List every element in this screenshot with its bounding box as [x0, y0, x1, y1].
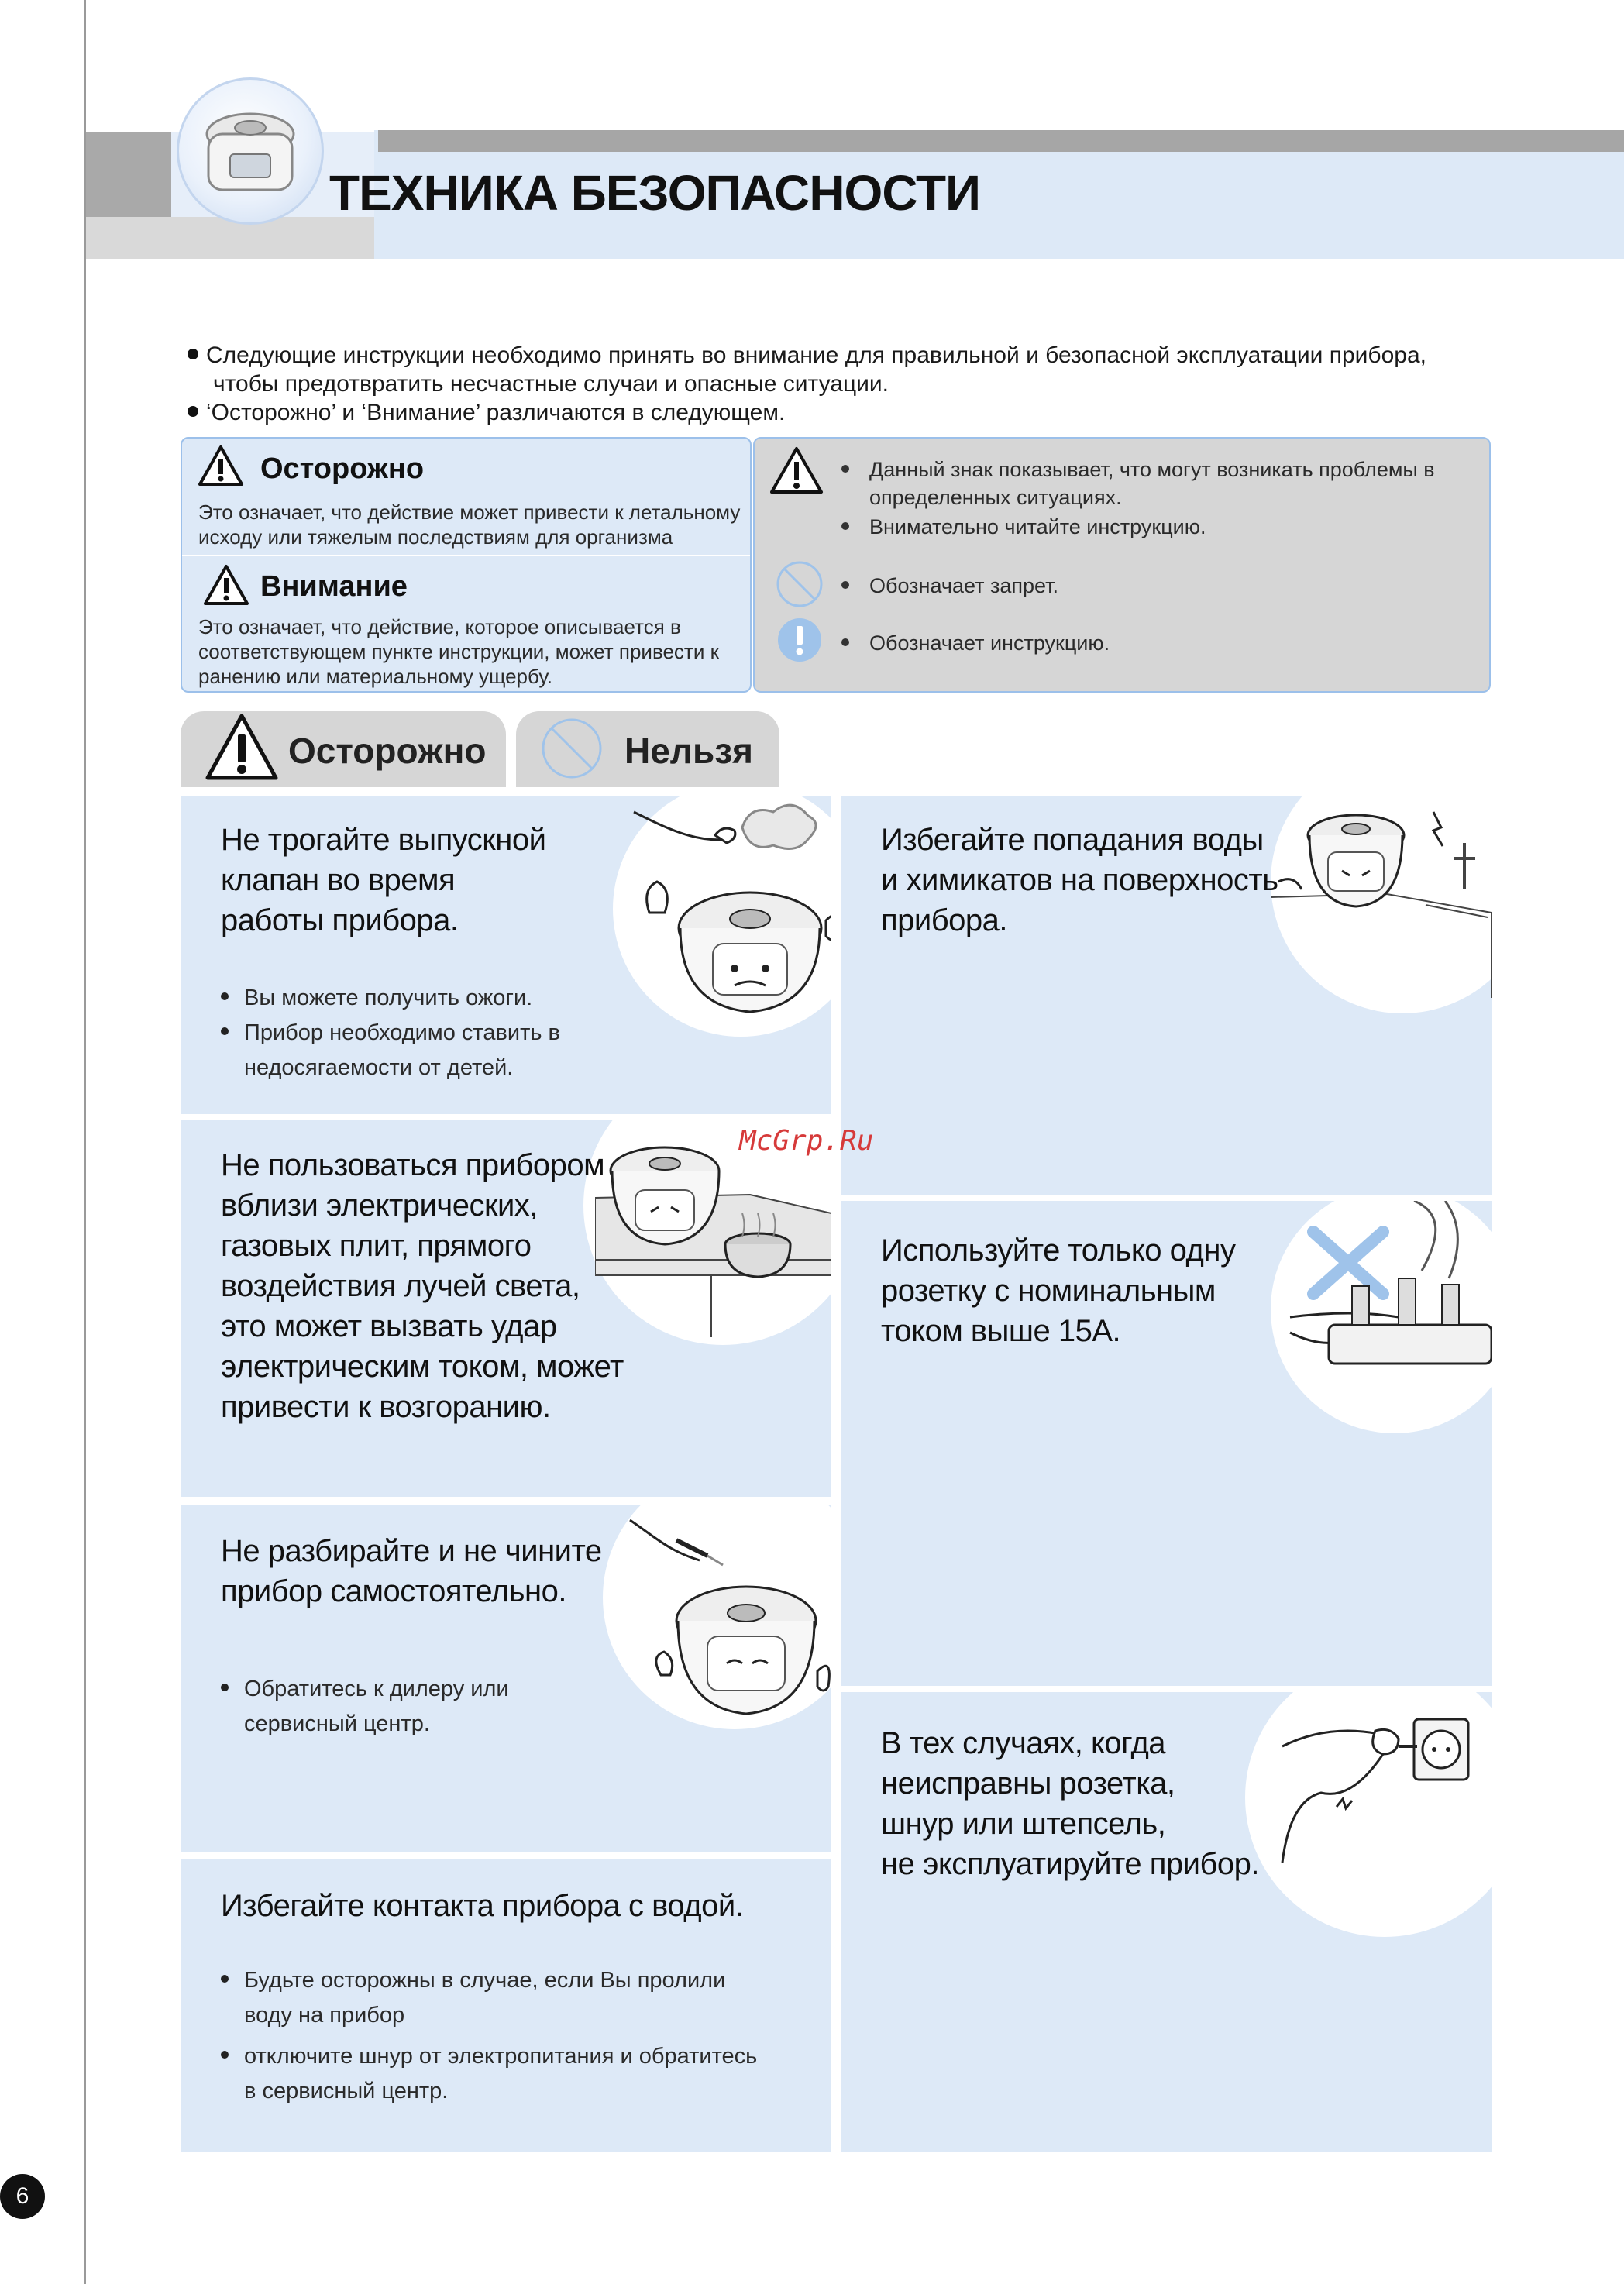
panel-1-bullets: Вы можете получить ожоги. Прибор необходимо ставить в недосягаемости от детей. [221, 981, 560, 1085]
attention-triangle-icon [203, 564, 249, 606]
prohibition-icon [775, 559, 824, 609]
page-number: 6 [0, 2174, 45, 2219]
panel-2-title: Не пользоваться прибором вблизи электрических, газовых плит, прямого воздействия лучей света, это может вызвать удар электрическим током, может привести к возгоранию. [221, 1148, 624, 1424]
intro-line-1-cont: чтобы предотвратить несчастные случаи и опасные ситуации. [213, 371, 889, 397]
intro-line-2: ‘Осторожно’ и ‘Внимание’ различаются в следующем. [188, 398, 1427, 428]
panel-do-not-disassemble [181, 1505, 831, 1852]
caution-tab-triangle-icon [205, 713, 279, 781]
legend-caution-line-1: Это означает, что действие может привести к летальному [198, 500, 741, 524]
legend-warning-line-1: Данный знак показывает, что могут возникать проблемы в [841, 456, 1435, 483]
header-top-bar [378, 130, 1624, 152]
header-gray-block [86, 132, 171, 217]
page-margin-line [84, 0, 86, 2284]
panel-single-socket [841, 1201, 1492, 1686]
tab-caution-label: Осторожно [288, 731, 487, 771]
screwdriver-illustration-icon [614, 1505, 831, 1729]
legend-instruction: Обозначает инструкцию. [841, 629, 1110, 657]
panel-7-title: В тех случаях, когда неисправны розетка, шнур или штепсель, не эксплуатируйте прибор. [881, 1726, 1260, 1881]
tab-forbidden-label: Нельзя [624, 731, 754, 771]
bullet-dot-icon [841, 522, 849, 530]
bullet-dot-icon [841, 581, 849, 589]
panel-4-bullets: Будьте осторожны в случае, если Вы пролили воду на прибор отключите шнур от электропитания и обратитесь в сервисный центр. [221, 1963, 757, 2109]
rice-cooker-logo-icon [177, 77, 324, 225]
legend-attention-line-1: Это означает, что действие, которое описывается в [198, 615, 681, 638]
panel-water-chemicals [841, 796, 1492, 1195]
panel-faulty-socket [841, 1692, 1492, 2152]
page-title: ТЕХНИКА БЕЗОПАСНОСТИ [329, 165, 981, 221]
panel-3-bullets: Обратитесь к дилеру или сервисный центр. [221, 1672, 509, 1742]
caution-triangle-icon [198, 445, 244, 487]
bullet-dot-icon [221, 1975, 229, 1983]
panel-3-title: Не разбирайте и не чините прибор самостоятельно. [221, 1534, 602, 1608]
panel-4-title: Избегайте контакта прибора с водой. [221, 1889, 744, 1923]
panel-exhaust-valve [181, 796, 831, 1114]
steam-valve-illustration-icon [626, 796, 831, 1029]
panel-5-title: Избегайте попадания воды и химикатов на поверхность прибора. [881, 823, 1278, 937]
legend-attention-line-2: соответствующем пункте инструкции, может привести к [198, 640, 719, 663]
power-strip-illustration-icon [1282, 1201, 1492, 1402]
prohibition-tab-icon [539, 716, 604, 781]
legend-divider [182, 555, 750, 556]
bullet-dot-icon [221, 2051, 229, 2059]
intro-line-1: Следующие инструкции необходимо принять во внимание для правильной и безопасной эксплуатации прибора, [188, 341, 1427, 370]
panel-near-stoves [181, 1120, 831, 1497]
legend-warning-line-2: определенных ситуациях. [869, 486, 1122, 509]
legend-attention-title: Внимание [260, 570, 408, 603]
bullet-dot-icon [841, 465, 849, 473]
bullet-dot-icon [188, 349, 198, 359]
panel-avoid-water [181, 1859, 831, 2152]
bullet-dot-icon [221, 1684, 229, 1691]
panel-6-title: Используйте только одну розетку с номинальным током выше 15А. [881, 1233, 1236, 1348]
bullet-dot-icon [188, 406, 198, 417]
legend-caution-line-2: исходу или тяжелым последствиям для организма [198, 525, 673, 549]
legend-caution-title: Осторожно [260, 452, 425, 485]
instruction-icon [776, 617, 823, 663]
faulty-plug-illustration-icon [1259, 1692, 1492, 1925]
panel-1-title: Не трогайте выпускной клапан во время работы прибора. [221, 823, 546, 937]
bullet-dot-icon [841, 638, 849, 646]
legend-warning-line-3: Внимательно читайте инструкцию. [841, 513, 1206, 541]
legend-attention-line-3: ранению или материальному ущербу. [198, 665, 552, 688]
watermark: McGrp.Ru [739, 1125, 874, 1157]
warning-triangle-icon [769, 446, 824, 494]
sink-illustration-icon [1271, 796, 1492, 998]
bullet-dot-icon [221, 1027, 229, 1035]
bullet-dot-icon [221, 992, 229, 1000]
legend-prohibition: Обозначает запрет. [841, 572, 1058, 600]
